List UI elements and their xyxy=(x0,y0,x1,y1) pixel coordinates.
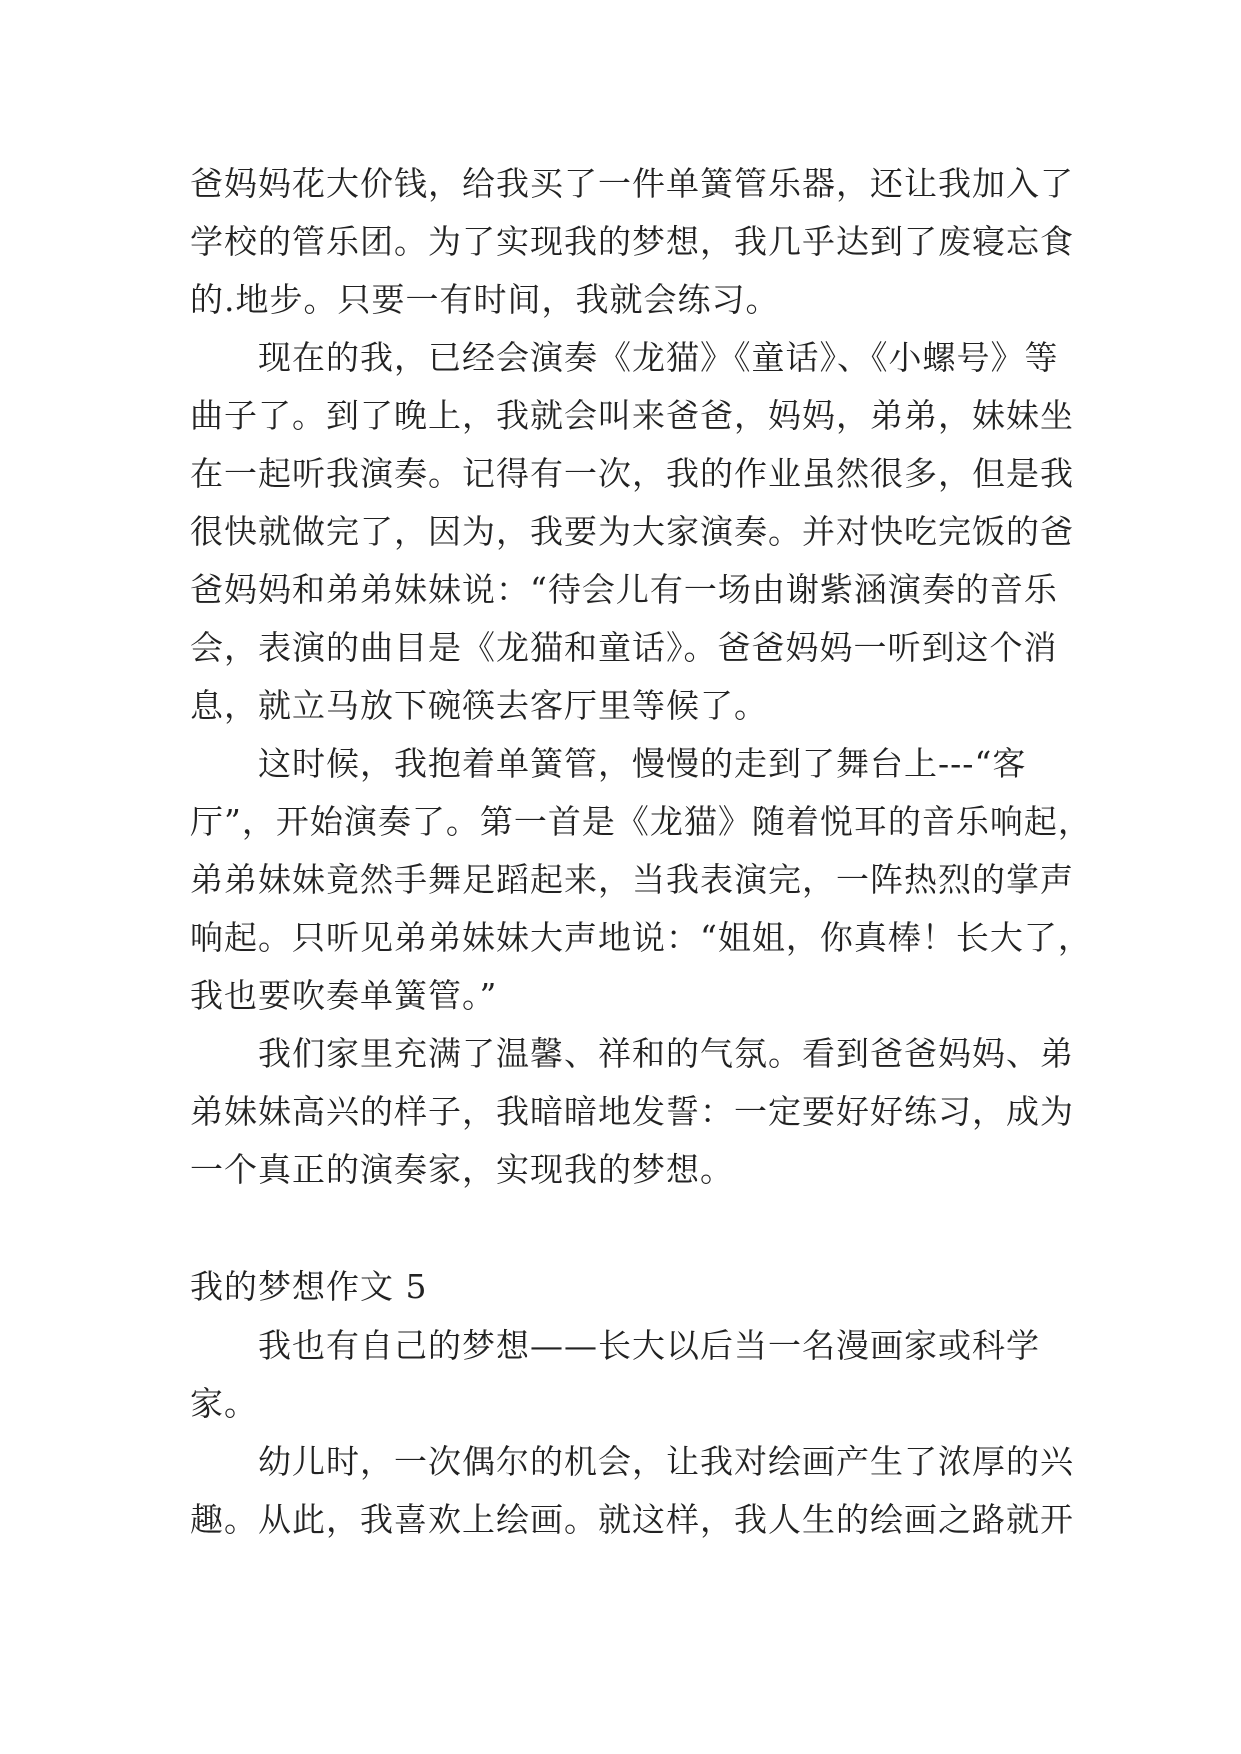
text-line: 爸妈妈花大价钱，给我买了一件单簧管乐器，还让我加入了 xyxy=(190,164,1074,203)
text-line: 在一起听我演奏。记得有一次，我的作业虽然很多，但是我 xyxy=(190,454,1074,493)
text-line: 会，表演的曲目是《龙猫和童话》。爸爸妈妈一听到这个消 xyxy=(190,628,1058,667)
text-line: 息，就立马放下碗筷去客厅里等候了。 xyxy=(190,686,768,725)
text-line: 响起。只听见弟弟妹妹大声地说：“姐姐，你真棒！长大了， xyxy=(190,918,1092,957)
text-line: 很快就做完了，因为，我要为大家演奏。并对快吃完饭的爸 xyxy=(190,512,1074,551)
text-line: 学校的管乐团。为了实现我的梦想，我几乎达到了废寝忘食 xyxy=(190,222,1074,261)
text-line: 一个真正的演奏家，实现我的梦想。 xyxy=(190,1150,734,1189)
text-line: 这时候，我抱着单簧管，慢慢的走到了舞台上---“客 xyxy=(258,744,1027,783)
section-heading-block xyxy=(190,1258,1070,1316)
text-line: 幼儿时，一次偶尔的机会，让我对绘画产生了浓厚的兴 xyxy=(258,1442,1074,1481)
body-text-top xyxy=(190,155,1092,1199)
text-line: 现在的我，已经会演奏《龙猫》《童话》、《小螺号》等 xyxy=(258,338,1059,377)
text-line: 我也有自己的梦想——长大以后当一名漫画家或科学 xyxy=(258,1326,1040,1365)
text-line: 家。 xyxy=(190,1384,258,1423)
text-line: 弟妹妹高兴的样子，我暗暗地发誓：一定要好好练习，成为 xyxy=(190,1092,1074,1131)
section-title: 我的梦想作文 5 xyxy=(190,1267,428,1306)
text-line: 弟弟妹妹竟然手舞足蹈起来，当我表演完，一阵热烈的掌声 xyxy=(190,860,1074,899)
text-line: 厅”，开始演奏了。第一首是《龙猫》随着悦耳的音乐响起， xyxy=(190,802,1092,841)
text-line: 曲子了。到了晚上，我就会叫来爸爸，妈妈，弟弟，妹妹坐 xyxy=(190,396,1074,435)
text-line: 我也要吹奏单簧管。” xyxy=(190,976,498,1015)
text-line: 爸妈妈和弟弟妹妹说：“待会儿有一场由谢紫涵演奏的音乐 xyxy=(190,570,1058,609)
text-line: 的.地步。只要一有时间，我就会练习。 xyxy=(190,280,780,319)
text-line: 我们家里充满了温馨、祥和的气氛。看到爸爸妈妈、弟 xyxy=(258,1034,1074,1073)
body-text-section xyxy=(190,1317,1074,1549)
text-line: 趣。从此，我喜欢上绘画。就这样，我人生的绘画之路就开 xyxy=(190,1500,1074,1539)
